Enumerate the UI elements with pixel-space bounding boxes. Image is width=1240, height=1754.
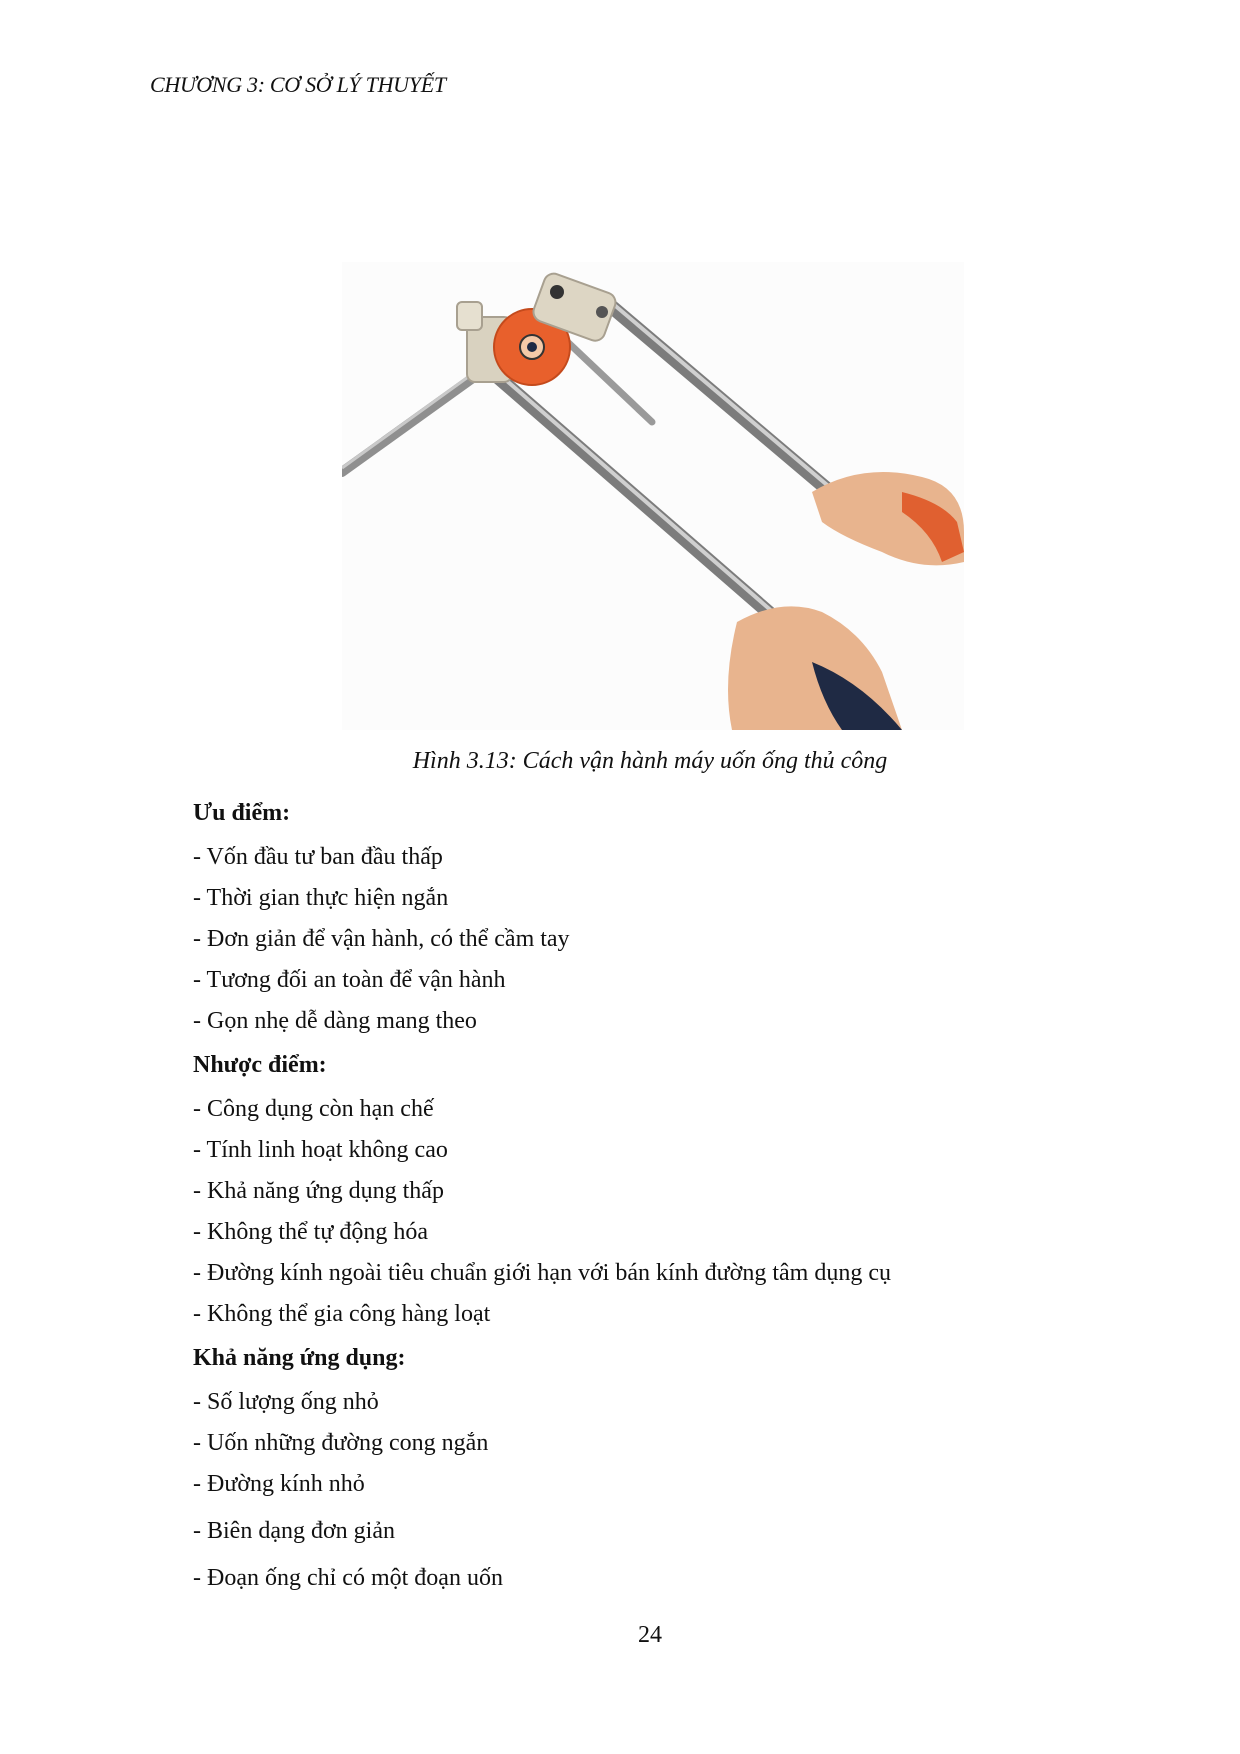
section-disadvantages <box>193 1042 1093 1335</box>
list-item: - Biên dạng đơn giản <box>193 1518 395 1544</box>
section-heading: Khả năng ứng dụng: <box>193 1345 406 1371</box>
list-item: - Số lượng ống nhỏ <box>193 1389 379 1415</box>
list-item: - Công dụng còn hạn chế <box>193 1096 434 1122</box>
list-item: - Đơn giản để vận hành, có thể cầm tay <box>193 926 570 952</box>
document-body <box>193 790 1093 1599</box>
list-item: - Gọn nhẹ dễ dàng mang theo <box>193 1008 477 1034</box>
list-item: - Tính linh hoạt không cao <box>193 1137 448 1163</box>
list-item: - Uốn những đường cong ngắn <box>193 1430 489 1456</box>
list-item: - Đường kính nhỏ <box>193 1471 365 1497</box>
page-number: 24 <box>638 1622 662 1648</box>
list-item: - Thời gian thực hiện ngắn <box>193 885 449 911</box>
list-item: - Vốn đầu tư ban đầu thấp <box>193 844 443 870</box>
pipe-bender-illustration <box>342 262 964 730</box>
section-advantages <box>193 790 1093 1042</box>
figure-image-pipe-bender <box>342 262 964 730</box>
list-item: - Đoạn ống chỉ có một đoạn uốn <box>193 1565 503 1591</box>
figure-caption: Hình 3.13: Cách vận hành máy uốn ống thủ công <box>412 748 888 774</box>
section-heading: Ưu điểm: <box>193 800 291 826</box>
list-item: - Tương đối an toàn để vận hành <box>193 967 506 993</box>
section-applications <box>193 1335 1093 1599</box>
chapter-header: CHƯƠNG 3: CƠ SỞ LÝ THUYẾT <box>150 72 446 97</box>
list-item: - Đường kính ngoài tiêu chuẩn giới hạn với bán kính đường tâm dụng cụ <box>193 1260 892 1286</box>
list-item: - Không thể tự động hóa <box>193 1219 428 1245</box>
list-item: - Khả năng ứng dụng thấp <box>193 1178 444 1204</box>
list-item: - Không thể gia công hàng loạt <box>193 1301 491 1327</box>
section-heading: Nhược điểm: <box>193 1052 327 1078</box>
